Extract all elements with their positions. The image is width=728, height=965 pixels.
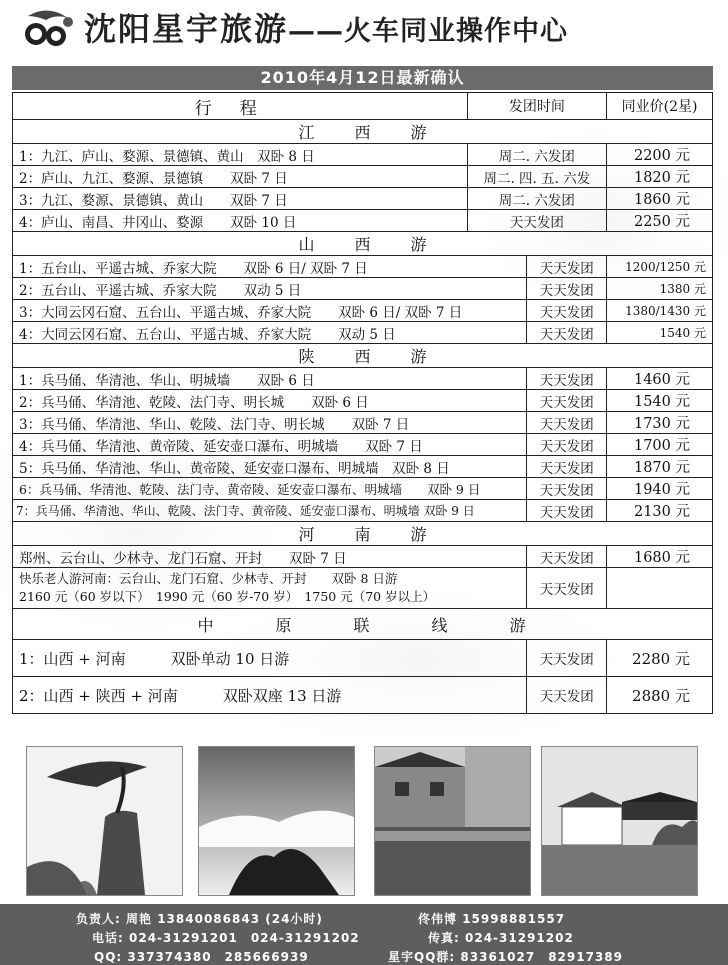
date-banner: 2010年4月12日最新确认 bbox=[12, 66, 713, 90]
contact-footer bbox=[0, 904, 728, 965]
table-row: 4：兵马俑、华清池、黄帝陵、延安壶口瀑布、明城墙 双卧 7 日 天天发团 1700 元 bbox=[13, 434, 713, 456]
photo-strip bbox=[0, 742, 728, 907]
page-header bbox=[0, 0, 728, 56]
table-row: 2：兵马俑、华清池、乾陵、法门寺、明长城 双卧 6 日 天天发团 1540 元 bbox=[13, 390, 713, 412]
table-row: 3：兵马俑、华清池、华山、乾陵、法门寺、明长城 双卧 7 日 天天发团 1730 元 bbox=[13, 412, 713, 434]
table-row: 郑州、云台山、少林寺、龙门石窟、开封 双卧 7 日 天天发团 1680 元 bbox=[13, 546, 713, 568]
table-header-row bbox=[13, 93, 713, 120]
henan-elder-route: 快乐老人游河南：云台山、龙门石窟、少林寺、开封 双卧 8 日游 bbox=[19, 571, 398, 586]
title-main: 沈阳星宇旅游 bbox=[84, 10, 289, 48]
table-row: 1：兵马俑、华清池、华山、明城墙 双卧 6 日 天天发团 1460 元 bbox=[13, 368, 713, 390]
section-shaanxi: 陕西游 bbox=[13, 344, 713, 368]
table-row: 5：兵马俑、华清池、华山、黄帝陵、延安壶口瀑布、明城墙 双卧 8 日 天天发团 1870 元 bbox=[13, 456, 713, 478]
table-row: 4：庐山、南昌、井冈山、婺源 双卧 10 日 天天发团 2250 元 bbox=[13, 210, 713, 232]
photo-covered-bridge bbox=[541, 746, 698, 896]
section-jiangxi: 江西游 bbox=[13, 120, 713, 144]
header-price: 同业价(2星) bbox=[607, 93, 713, 120]
fax-label: 传真: bbox=[428, 931, 460, 945]
qqgroup-label: 星宇QQ群: bbox=[388, 950, 456, 964]
table-row: 3：九江、婺源、景德镇、黄山 双卧 7 日 周二. 六发团 1860 元 bbox=[13, 188, 713, 210]
leader-label: 负责人: bbox=[76, 912, 121, 926]
qq-numbers: 337374380 285666939 bbox=[127, 950, 309, 964]
leader2-name: 佟伟博 bbox=[418, 912, 458, 926]
table-row: 1：五台山、平遥古城、乔家大院 双卧 6 日/ 双卧 7 日 天天发团 1200/1250 元 bbox=[13, 256, 713, 278]
company-logo-icon bbox=[22, 6, 76, 50]
fax-number: 024-31291202 bbox=[465, 931, 574, 945]
header-schedule: 发团时间 bbox=[467, 93, 607, 120]
leader1-name: 周艳 bbox=[126, 912, 153, 926]
page-title bbox=[84, 4, 568, 50]
table-row: 4：大同云冈石窟、五台山、平遥古城、乔家大院 双动 5 日 天天发团 1540 元 bbox=[13, 322, 713, 344]
section-shanxi: 山西游 bbox=[13, 232, 713, 256]
table-row: 快乐老人游河南：云台山、龙门石窟、少林寺、开封 双卧 8 日游 2160 元（60 岁以下） 1990 元（60 岁-70 岁） 1750 元（70 岁以上） 天天发团 bbox=[13, 568, 713, 609]
qqgroup-numbers: 83361027 82917389 bbox=[460, 950, 623, 964]
title-separator: —— bbox=[288, 16, 345, 47]
table-row: 1：山西 + 河南 双卧单动 10 日游 天天发团 2280 元 bbox=[13, 640, 713, 677]
henan-elder-prices: 2160 元（60 岁以下） 1990 元（60 岁-70 岁） 1750 元（70 岁以上） bbox=[19, 589, 436, 604]
photo-wuyuan-village bbox=[374, 746, 531, 896]
table-row: 7：兵马俑、华清池、华山、乾陵、法门寺、黄帝陵、延安壶口瀑布、明城墙 双卧 9 日 天天发团 2130 元 bbox=[13, 500, 713, 522]
section-zhongyuan: 中原联线游 bbox=[13, 609, 713, 640]
table-row: 6：兵马俑、华清池、乾陵、法门寺、黄帝陵、延安壶口瀑布、明城墙 双卧 9 日 天天发团 1940 元 bbox=[13, 478, 713, 500]
itinerary-table bbox=[12, 92, 713, 714]
header-route: 行程 bbox=[13, 93, 468, 120]
title-sub: 火车同业操作中心 bbox=[344, 16, 569, 47]
photo-sea-of-clouds bbox=[198, 746, 355, 896]
table-row: 1：九江、庐山、婺源、景德镇、黄山 双卧 8 日 周二. 六发团 2200 元 bbox=[13, 144, 713, 166]
tel-label: 电话: bbox=[92, 931, 124, 945]
tel-numbers: 024-31291201 024-31291202 bbox=[129, 931, 360, 945]
table-row: 2：五台山、平遥古城、乔家大院 双动 5 日 天天发团 1380 元 bbox=[13, 278, 713, 300]
section-henan: 河南游 bbox=[13, 522, 713, 546]
table-row: 2：山西 + 陕西 + 河南 双卧双座 13 日游 天天发团 2880 元 bbox=[13, 677, 713, 714]
table-row: 3：大同云冈石窟、五台山、平遥古城、乔家大院 双卧 6 日/ 双卧 7 日 天天发团 1380/1430 元 bbox=[13, 300, 713, 322]
leader1-note: (24小时) bbox=[265, 912, 323, 926]
leader2-phone: 15998881557 bbox=[462, 912, 566, 926]
leader1-phone: 13840086843 bbox=[157, 912, 261, 926]
qq-label: QQ: bbox=[94, 950, 123, 964]
table-row: 2：庐山、九江、婺源、景德镇 双卧 7 日 周二. 四. 五. 六发 1820 元 bbox=[13, 166, 713, 188]
photo-huangshan-pine bbox=[26, 746, 183, 896]
